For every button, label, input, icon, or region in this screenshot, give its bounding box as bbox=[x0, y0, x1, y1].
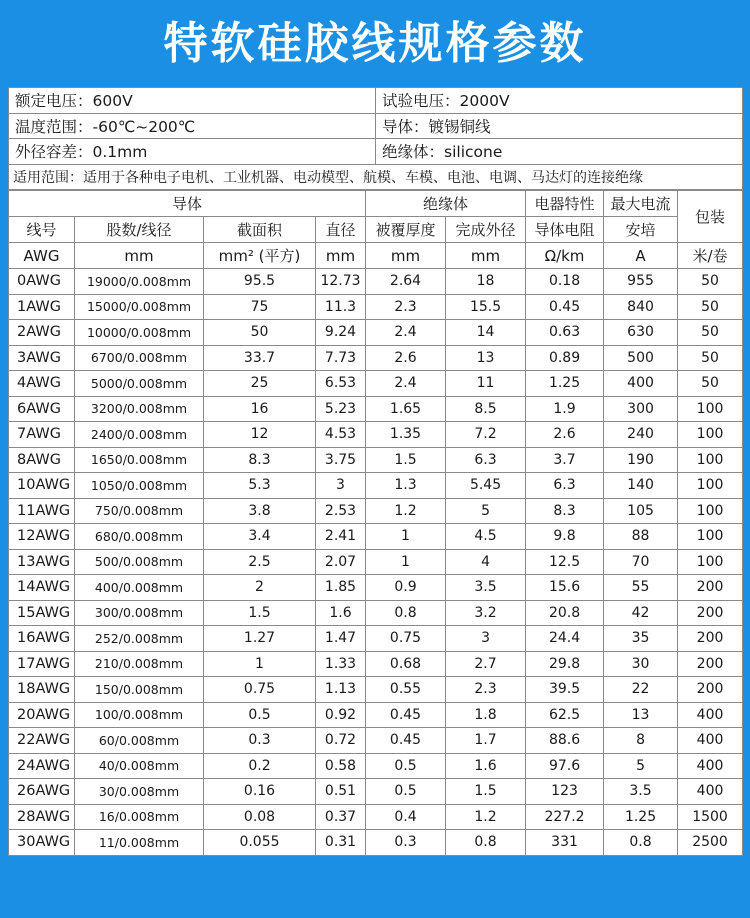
cell-resistance: 331 bbox=[526, 830, 604, 856]
cell-resistance: 15.6 bbox=[526, 575, 604, 601]
unit-thickness: mm bbox=[366, 243, 446, 269]
cell-gauge: 11AWG bbox=[9, 498, 75, 524]
cell-strands: 19000/0.008mm bbox=[75, 269, 204, 295]
cell-ampere: 240 bbox=[604, 422, 678, 448]
table-row bbox=[9, 804, 743, 830]
cell-thickness: 2.4 bbox=[366, 320, 446, 346]
cell-strands: 150/0.008mm bbox=[75, 677, 204, 703]
table-row bbox=[9, 677, 743, 703]
cell-finished-od: 3.5 bbox=[446, 575, 526, 601]
cell-area: 8.3 bbox=[204, 447, 316, 473]
table-body bbox=[9, 269, 743, 856]
cell-resistance: 3.7 bbox=[526, 447, 604, 473]
cell-packing: 200 bbox=[678, 575, 743, 601]
cell-thickness: 0.8 bbox=[366, 600, 446, 626]
unit-diameter: mm bbox=[316, 243, 366, 269]
cell-packing: 2500 bbox=[678, 830, 743, 856]
cell-packing: 50 bbox=[678, 371, 743, 397]
table-row bbox=[9, 549, 743, 575]
cell-gauge: 0AWG bbox=[9, 269, 75, 295]
outer-diameter-tolerance: 外径容差：0.1mm bbox=[9, 139, 376, 165]
cell-gauge: 2AWG bbox=[9, 320, 75, 346]
cell-diameter: 0.51 bbox=[316, 779, 366, 805]
cell-strands: 680/0.008mm bbox=[75, 524, 204, 550]
cell-strands: 2400/0.008mm bbox=[75, 422, 204, 448]
cell-finished-od: 13 bbox=[446, 345, 526, 371]
header-finished-od: 完成外径 bbox=[446, 217, 526, 243]
cell-packing: 400 bbox=[678, 753, 743, 779]
group-header-electrical: 电器特性 bbox=[526, 191, 604, 217]
cell-finished-od: 3.2 bbox=[446, 600, 526, 626]
cell-area: 0.055 bbox=[204, 830, 316, 856]
cell-strands: 750/0.008mm bbox=[75, 498, 204, 524]
cell-packing: 200 bbox=[678, 677, 743, 703]
cell-packing: 100 bbox=[678, 524, 743, 550]
cell-thickness: 2.6 bbox=[366, 345, 446, 371]
cell-area: 2.5 bbox=[204, 549, 316, 575]
group-header-insulation: 绝缘体 bbox=[366, 191, 526, 217]
wire-spec-table bbox=[8, 190, 743, 856]
cell-thickness: 1.65 bbox=[366, 396, 446, 422]
cell-resistance: 123 bbox=[526, 779, 604, 805]
cell-diameter: 5.23 bbox=[316, 396, 366, 422]
cell-ampere: 70 bbox=[604, 549, 678, 575]
cell-resistance: 12.5 bbox=[526, 549, 604, 575]
cell-resistance: 24.4 bbox=[526, 626, 604, 652]
cell-strands: 5000/0.008mm bbox=[75, 371, 204, 397]
spec-summary-table bbox=[8, 87, 743, 190]
cell-thickness: 1.2 bbox=[366, 498, 446, 524]
cell-strands: 15000/0.008mm bbox=[75, 294, 204, 320]
cell-ampere: 8 bbox=[604, 728, 678, 754]
unit-finished-od: mm bbox=[446, 243, 526, 269]
cell-finished-od: 1.8 bbox=[446, 702, 526, 728]
cell-ampere: 13 bbox=[604, 702, 678, 728]
cell-strands: 500/0.008mm bbox=[75, 549, 204, 575]
cell-ampere: 140 bbox=[604, 473, 678, 499]
insulation-material: 绝缘体：silicone bbox=[376, 139, 743, 165]
cell-packing: 100 bbox=[678, 473, 743, 499]
unit-area: mm² (平方) bbox=[204, 243, 316, 269]
cell-thickness: 1 bbox=[366, 549, 446, 575]
cell-strands: 400/0.008mm bbox=[75, 575, 204, 601]
cell-gauge: 7AWG bbox=[9, 422, 75, 448]
cell-finished-od: 3 bbox=[446, 626, 526, 652]
header-insulation-thickness: 被覆厚度 bbox=[366, 217, 446, 243]
cell-gauge: 16AWG bbox=[9, 626, 75, 652]
cell-packing: 400 bbox=[678, 702, 743, 728]
cell-packing: 100 bbox=[678, 447, 743, 473]
rated-voltage: 额定电压：600V bbox=[9, 88, 376, 114]
cell-thickness: 1 bbox=[366, 524, 446, 550]
cell-finished-od: 1.6 bbox=[446, 753, 526, 779]
cell-diameter: 1.6 bbox=[316, 600, 366, 626]
cell-area: 33.7 bbox=[204, 345, 316, 371]
cell-diameter: 0.31 bbox=[316, 830, 366, 856]
header-ampere: 安培 bbox=[604, 217, 678, 243]
table-row bbox=[9, 524, 743, 550]
cell-thickness: 0.45 bbox=[366, 728, 446, 754]
cell-ampere: 55 bbox=[604, 575, 678, 601]
header-packing: 包装 bbox=[678, 191, 743, 243]
cell-gauge: 15AWG bbox=[9, 600, 75, 626]
cell-area: 0.3 bbox=[204, 728, 316, 754]
cell-resistance: 1.9 bbox=[526, 396, 604, 422]
cell-ampere: 955 bbox=[604, 269, 678, 295]
table-row bbox=[9, 600, 743, 626]
cell-area: 25 bbox=[204, 371, 316, 397]
temperature-range: 温度范围：-60℃~200℃ bbox=[9, 113, 376, 139]
cell-ampere: 30 bbox=[604, 651, 678, 677]
cell-finished-od: 7.2 bbox=[446, 422, 526, 448]
cell-resistance: 97.6 bbox=[526, 753, 604, 779]
cell-resistance: 8.3 bbox=[526, 498, 604, 524]
cell-packing: 50 bbox=[678, 294, 743, 320]
cell-area: 75 bbox=[204, 294, 316, 320]
cell-area: 2 bbox=[204, 575, 316, 601]
header-gauge: 线号 bbox=[9, 217, 75, 243]
cell-thickness: 1.35 bbox=[366, 422, 446, 448]
cell-diameter: 0.92 bbox=[316, 702, 366, 728]
cell-packing: 100 bbox=[678, 396, 743, 422]
table-row bbox=[9, 396, 743, 422]
cell-area: 0.75 bbox=[204, 677, 316, 703]
cell-area: 5.3 bbox=[204, 473, 316, 499]
table-row bbox=[9, 422, 743, 448]
cell-packing: 100 bbox=[678, 549, 743, 575]
cell-gauge: 4AWG bbox=[9, 371, 75, 397]
cell-gauge: 1AWG bbox=[9, 294, 75, 320]
cell-ampere: 88 bbox=[604, 524, 678, 550]
cell-diameter: 2.53 bbox=[316, 498, 366, 524]
cell-finished-od: 5 bbox=[446, 498, 526, 524]
cell-resistance: 9.8 bbox=[526, 524, 604, 550]
cell-diameter: 0.72 bbox=[316, 728, 366, 754]
cell-strands: 210/0.008mm bbox=[75, 651, 204, 677]
cell-resistance: 20.8 bbox=[526, 600, 604, 626]
spec-sheet bbox=[8, 87, 742, 856]
page-title: 特软硅胶线规格参数 bbox=[163, 18, 587, 69]
cell-ampere: 500 bbox=[604, 345, 678, 371]
cell-strands: 300/0.008mm bbox=[75, 600, 204, 626]
cell-area: 3.4 bbox=[204, 524, 316, 550]
cell-resistance: 0.45 bbox=[526, 294, 604, 320]
table-row bbox=[9, 575, 743, 601]
cell-thickness: 0.68 bbox=[366, 651, 446, 677]
cell-diameter: 6.53 bbox=[316, 371, 366, 397]
header-resistance: 导体电阻 bbox=[526, 217, 604, 243]
table-row bbox=[9, 702, 743, 728]
cell-thickness: 0.5 bbox=[366, 753, 446, 779]
cell-packing: 100 bbox=[678, 422, 743, 448]
cell-strands: 60/0.008mm bbox=[75, 728, 204, 754]
cell-diameter: 2.07 bbox=[316, 549, 366, 575]
cell-packing: 200 bbox=[678, 600, 743, 626]
cell-finished-od: 1.7 bbox=[446, 728, 526, 754]
cell-gauge: 26AWG bbox=[9, 779, 75, 805]
cell-resistance: 1.25 bbox=[526, 371, 604, 397]
cell-packing: 50 bbox=[678, 269, 743, 295]
cell-area: 50 bbox=[204, 320, 316, 346]
cell-gauge: 14AWG bbox=[9, 575, 75, 601]
cell-ampere: 0.8 bbox=[604, 830, 678, 856]
cell-finished-od: 18 bbox=[446, 269, 526, 295]
cell-gauge: 10AWG bbox=[9, 473, 75, 499]
cell-gauge: 22AWG bbox=[9, 728, 75, 754]
cell-finished-od: 1.2 bbox=[446, 804, 526, 830]
cell-ampere: 190 bbox=[604, 447, 678, 473]
cell-packing: 200 bbox=[678, 626, 743, 652]
cell-finished-od: 2.7 bbox=[446, 651, 526, 677]
cell-area: 0.5 bbox=[204, 702, 316, 728]
cell-resistance: 39.5 bbox=[526, 677, 604, 703]
cell-area: 1.5 bbox=[204, 600, 316, 626]
unit-strands: mm bbox=[75, 243, 204, 269]
table-row bbox=[9, 779, 743, 805]
unit-ampere: A bbox=[604, 243, 678, 269]
cell-ampere: 400 bbox=[604, 371, 678, 397]
header-strands: 股数/线径 bbox=[75, 217, 204, 243]
cell-diameter: 11.3 bbox=[316, 294, 366, 320]
cell-thickness: 0.55 bbox=[366, 677, 446, 703]
cell-resistance: 0.63 bbox=[526, 320, 604, 346]
cell-finished-od: 0.8 bbox=[446, 830, 526, 856]
cell-thickness: 0.75 bbox=[366, 626, 446, 652]
cell-finished-od: 5.45 bbox=[446, 473, 526, 499]
unit-gauge: AWG bbox=[9, 243, 75, 269]
cell-ampere: 22 bbox=[604, 677, 678, 703]
cell-resistance: 0.89 bbox=[526, 345, 604, 371]
cell-area: 0.16 bbox=[204, 779, 316, 805]
cell-gauge: 24AWG bbox=[9, 753, 75, 779]
cell-gauge: 6AWG bbox=[9, 396, 75, 422]
cell-area: 16 bbox=[204, 396, 316, 422]
cell-resistance: 88.6 bbox=[526, 728, 604, 754]
cell-diameter: 0.58 bbox=[316, 753, 366, 779]
cell-packing: 50 bbox=[678, 320, 743, 346]
cell-packing: 200 bbox=[678, 651, 743, 677]
table-row bbox=[9, 294, 743, 320]
cell-thickness: 0.9 bbox=[366, 575, 446, 601]
table-row bbox=[9, 473, 743, 499]
cell-area: 1 bbox=[204, 651, 316, 677]
cell-packing: 400 bbox=[678, 728, 743, 754]
table-row bbox=[9, 345, 743, 371]
cell-finished-od: 2.3 bbox=[446, 677, 526, 703]
cell-diameter: 2.41 bbox=[316, 524, 366, 550]
cell-packing: 400 bbox=[678, 779, 743, 805]
cell-resistance: 6.3 bbox=[526, 473, 604, 499]
cell-finished-od: 6.3 bbox=[446, 447, 526, 473]
cell-strands: 6700/0.008mm bbox=[75, 345, 204, 371]
cell-diameter: 12.73 bbox=[316, 269, 366, 295]
cell-diameter: 0.37 bbox=[316, 804, 366, 830]
cell-area: 1.27 bbox=[204, 626, 316, 652]
cell-area: 0.2 bbox=[204, 753, 316, 779]
cell-finished-od: 8.5 bbox=[446, 396, 526, 422]
cell-thickness: 1.3 bbox=[366, 473, 446, 499]
conductor-material: 导体：镀锡铜线 bbox=[376, 113, 743, 139]
cell-ampere: 5 bbox=[604, 753, 678, 779]
cell-packing: 50 bbox=[678, 345, 743, 371]
cell-gauge: 28AWG bbox=[9, 804, 75, 830]
cell-gauge: 8AWG bbox=[9, 447, 75, 473]
cell-strands: 3200/0.008mm bbox=[75, 396, 204, 422]
cell-strands: 252/0.008mm bbox=[75, 626, 204, 652]
cell-finished-od: 11 bbox=[446, 371, 526, 397]
cell-area: 95.5 bbox=[204, 269, 316, 295]
cell-diameter: 1.33 bbox=[316, 651, 366, 677]
cell-diameter: 4.53 bbox=[316, 422, 366, 448]
cell-thickness: 0.45 bbox=[366, 702, 446, 728]
table-row bbox=[9, 626, 743, 652]
header-diameter: 直径 bbox=[316, 217, 366, 243]
cell-gauge: 30AWG bbox=[9, 830, 75, 856]
table-row bbox=[9, 728, 743, 754]
cell-strands: 16/0.008mm bbox=[75, 804, 204, 830]
cell-diameter: 3.75 bbox=[316, 447, 366, 473]
cell-resistance: 0.18 bbox=[526, 269, 604, 295]
application-scope: 适用范围：适用于各种电子电机、工业机器、电动模型、航模、车模、电池、电调、马达灯的连接绝缘 bbox=[9, 164, 743, 190]
group-header-current: 最大电流 bbox=[604, 191, 678, 217]
cell-finished-od: 15.5 bbox=[446, 294, 526, 320]
cell-gauge: 12AWG bbox=[9, 524, 75, 550]
cell-diameter: 7.73 bbox=[316, 345, 366, 371]
cell-diameter: 3 bbox=[316, 473, 366, 499]
cell-diameter: 1.47 bbox=[316, 626, 366, 652]
cell-finished-od: 4.5 bbox=[446, 524, 526, 550]
cell-gauge: 17AWG bbox=[9, 651, 75, 677]
cell-diameter: 1.85 bbox=[316, 575, 366, 601]
cell-ampere: 105 bbox=[604, 498, 678, 524]
cell-ampere: 300 bbox=[604, 396, 678, 422]
cell-ampere: 3.5 bbox=[604, 779, 678, 805]
cell-packing: 1500 bbox=[678, 804, 743, 830]
cell-ampere: 1.25 bbox=[604, 804, 678, 830]
cell-gauge: 13AWG bbox=[9, 549, 75, 575]
table-row bbox=[9, 269, 743, 295]
cell-thickness: 2.4 bbox=[366, 371, 446, 397]
cell-ampere: 840 bbox=[604, 294, 678, 320]
cell-ampere: 42 bbox=[604, 600, 678, 626]
test-voltage: 试验电压：2000V bbox=[376, 88, 743, 114]
cell-resistance: 29.8 bbox=[526, 651, 604, 677]
cell-area: 3.8 bbox=[204, 498, 316, 524]
table-row bbox=[9, 830, 743, 856]
cell-diameter: 1.13 bbox=[316, 677, 366, 703]
header-area: 截面积 bbox=[204, 217, 316, 243]
cell-gauge: 18AWG bbox=[9, 677, 75, 703]
unit-packing: 米/卷 bbox=[678, 243, 743, 269]
cell-diameter: 9.24 bbox=[316, 320, 366, 346]
cell-thickness: 0.4 bbox=[366, 804, 446, 830]
cell-thickness: 2.3 bbox=[366, 294, 446, 320]
table-row bbox=[9, 320, 743, 346]
cell-area: 0.08 bbox=[204, 804, 316, 830]
table-row bbox=[9, 651, 743, 677]
table-row bbox=[9, 371, 743, 397]
cell-ampere: 630 bbox=[604, 320, 678, 346]
cell-thickness: 0.3 bbox=[366, 830, 446, 856]
unit-resistance: Ω/km bbox=[526, 243, 604, 269]
table-row bbox=[9, 447, 743, 473]
cell-gauge: 20AWG bbox=[9, 702, 75, 728]
cell-strands: 11/0.008mm bbox=[75, 830, 204, 856]
cell-area: 12 bbox=[204, 422, 316, 448]
cell-resistance: 2.6 bbox=[526, 422, 604, 448]
cell-finished-od: 4 bbox=[446, 549, 526, 575]
cell-strands: 10000/0.008mm bbox=[75, 320, 204, 346]
cell-finished-od: 14 bbox=[446, 320, 526, 346]
cell-thickness: 0.5 bbox=[366, 779, 446, 805]
cell-thickness: 1.5 bbox=[366, 447, 446, 473]
table-row bbox=[9, 753, 743, 779]
cell-resistance: 62.5 bbox=[526, 702, 604, 728]
cell-strands: 100/0.008mm bbox=[75, 702, 204, 728]
group-header-conductor: 导体 bbox=[9, 191, 366, 217]
cell-finished-od: 1.5 bbox=[446, 779, 526, 805]
cell-strands: 40/0.008mm bbox=[75, 753, 204, 779]
cell-packing: 100 bbox=[678, 498, 743, 524]
cell-strands: 1050/0.008mm bbox=[75, 473, 204, 499]
cell-strands: 30/0.008mm bbox=[75, 779, 204, 805]
cell-thickness: 2.64 bbox=[366, 269, 446, 295]
cell-gauge: 3AWG bbox=[9, 345, 75, 371]
cell-ampere: 35 bbox=[604, 626, 678, 652]
cell-resistance: 227.2 bbox=[526, 804, 604, 830]
table-row bbox=[9, 498, 743, 524]
cell-strands: 1650/0.008mm bbox=[75, 447, 204, 473]
